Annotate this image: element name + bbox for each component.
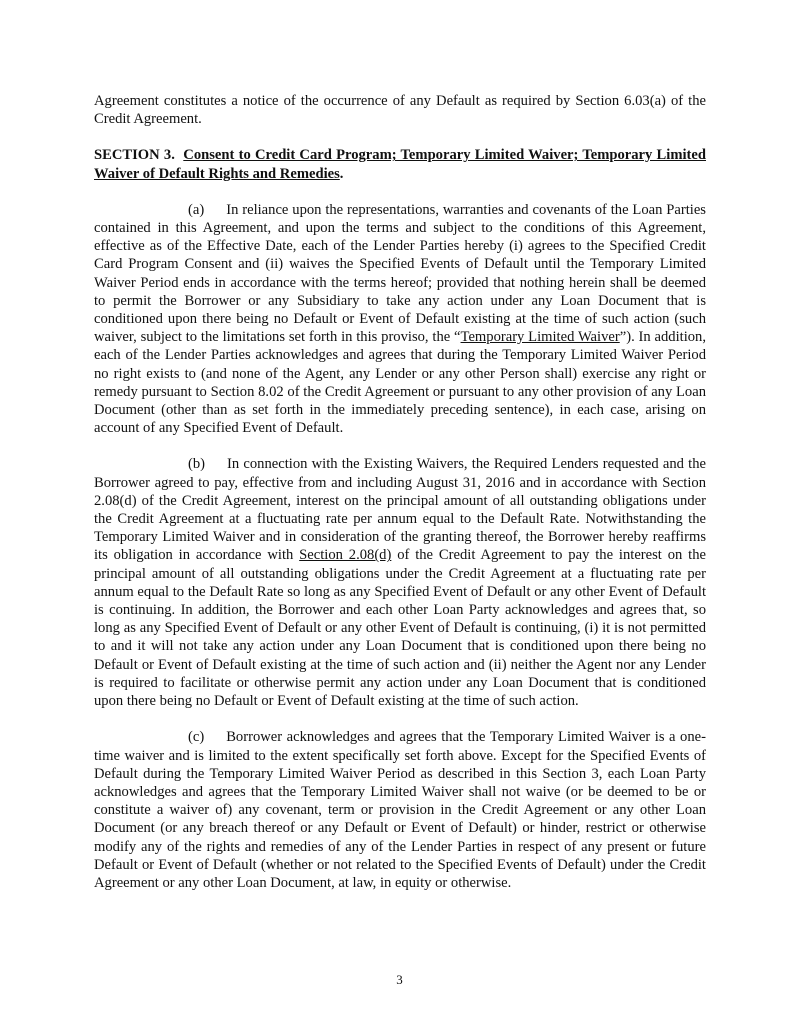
- section-number: SECTION 3.: [94, 147, 175, 164]
- document-page: [94, 92, 706, 892]
- paragraph-c-text: Borrower acknowledges and agrees that the Temporary Limited Waiver is a one-time waiver and is limited to the extent specifically set forth above. Except for the Specified Events of Default during the Temporary Limited Waiver Period as described in this Section 3, each Loan Party acknowledges and agrees that the Temporary Limited Waiver shall not waive (or be deemed to be or constitute a waiver of) any covenant, term or provision in the Credit Agreement or any other Loan Document (or any breach thereof or any Default or Event of Default) or hinder, restrict or otherwise modify any of the rights and remedies of any of the Lender Parties in respect of any present or future Default or Event of Default (whether or not related to the Specified Events of Default) under the Credit Agreement or any other Loan Document, at law, in equity or otherwise.: [94, 729, 706, 891]
- paragraph-c-label: (c): [188, 729, 205, 746]
- paragraph-b-label: (b): [188, 456, 206, 473]
- defined-term-temporary-limited-waiver: Temporary Limited Waiver: [460, 329, 620, 346]
- paragraph-b-text-2: of the Credit Agreement to pay the interest on the principal amount of all outstanding obligations under the Credit Agreement at a fluctuating rate per annum equal to the Default Rate so long as any Specified Event of Default or any other Event of Default is continuing. In addition, the Borrower and each other Loan Party acknowledges and agrees that, so long as any Specified Event of Default or any other Event of Default is continuing, (i) it is not permitted to and it will not take any action under any Loan Document that is conditioned upon there being no Default or Event of Default existing at the time of such action and (ii) neither the Agent nor any Lender is required to facilitate or otherwise permit any action under any Loan Document that is conditioned upon there being no Default or Event of Default existing at the time of such action.: [94, 547, 706, 710]
- paragraph-a-label: (a): [188, 201, 205, 218]
- paragraph-b-text-1: In connection with the Existing Waivers, the Required Lenders requested and the Borrower agreed to pay, effective from and including August 31, 2016 and in accordance with Section 2.08(d) of the Credit Agreement, interest on the principal amount of all outstanding obligations under the Credit Agreement at a fluctuating rate per annum equal to the Default Rate. Notwithstanding the Temporary Limited Waiver and in consideration of the granting thereof, the Borrower hereby reaffirms its obligation in accordance with: [94, 456, 706, 564]
- section-title-period: .: [339, 165, 344, 182]
- paragraph-a-text-1: In reliance upon the representations, warranties and covenants of the Loan Parties contained in this Agreement, and upon the terms and subject to the conditions of this Agreement, effective as of the Effective Date, each of the Lender Parties hereby (i) agrees to the Specified Credit Card Program Consent and (ii) waives the Specified Events of Default until the Temporary Limited Waiver Period ends in accordance with the terms hereof; provided that nothing herein shall be deemed to permit the Borrower or any Subsidiary to take any action under any Loan Document that is conditioned upon there being no Default or Event of Default existing at the time of such action (such waiver, subject to the limitations set forth in this proviso, the “: [94, 201, 706, 346]
- section-title: Consent to Credit Card Program; Temporary Limited Waiver; Temporary Limited Waiver of Default Rights and Remedies: [94, 147, 706, 182]
- section-heading: [94, 146, 706, 182]
- paragraph-b: [94, 455, 706, 710]
- intro-text: Agreement constitutes a notice of the occurrence of any Default as required by Section 6.03(a) of the Credit Agreement.: [94, 93, 706, 128]
- paragraph-a: [94, 201, 706, 438]
- page-number: 3: [396, 972, 403, 987]
- paragraph-a-text-2: ”). In addition, each of the Lender Parties acknowledges and agrees that during the Temporary Limited Waiver Period no right exists to (and none of the Agent, any Lender or any other Person shall) exercise any right or remedy pursuant to Section 8.02 of the Credit Agreement or pursuant to any other provision of any Loan Document (other than as set forth in the immediately preceding sentence), in each case, arising on account of any Specified Event of Default.: [94, 329, 707, 437]
- paragraph-c: [94, 728, 706, 892]
- section-reference: Section 2.08(d): [299, 547, 392, 564]
- intro-paragraph: [94, 92, 706, 128]
